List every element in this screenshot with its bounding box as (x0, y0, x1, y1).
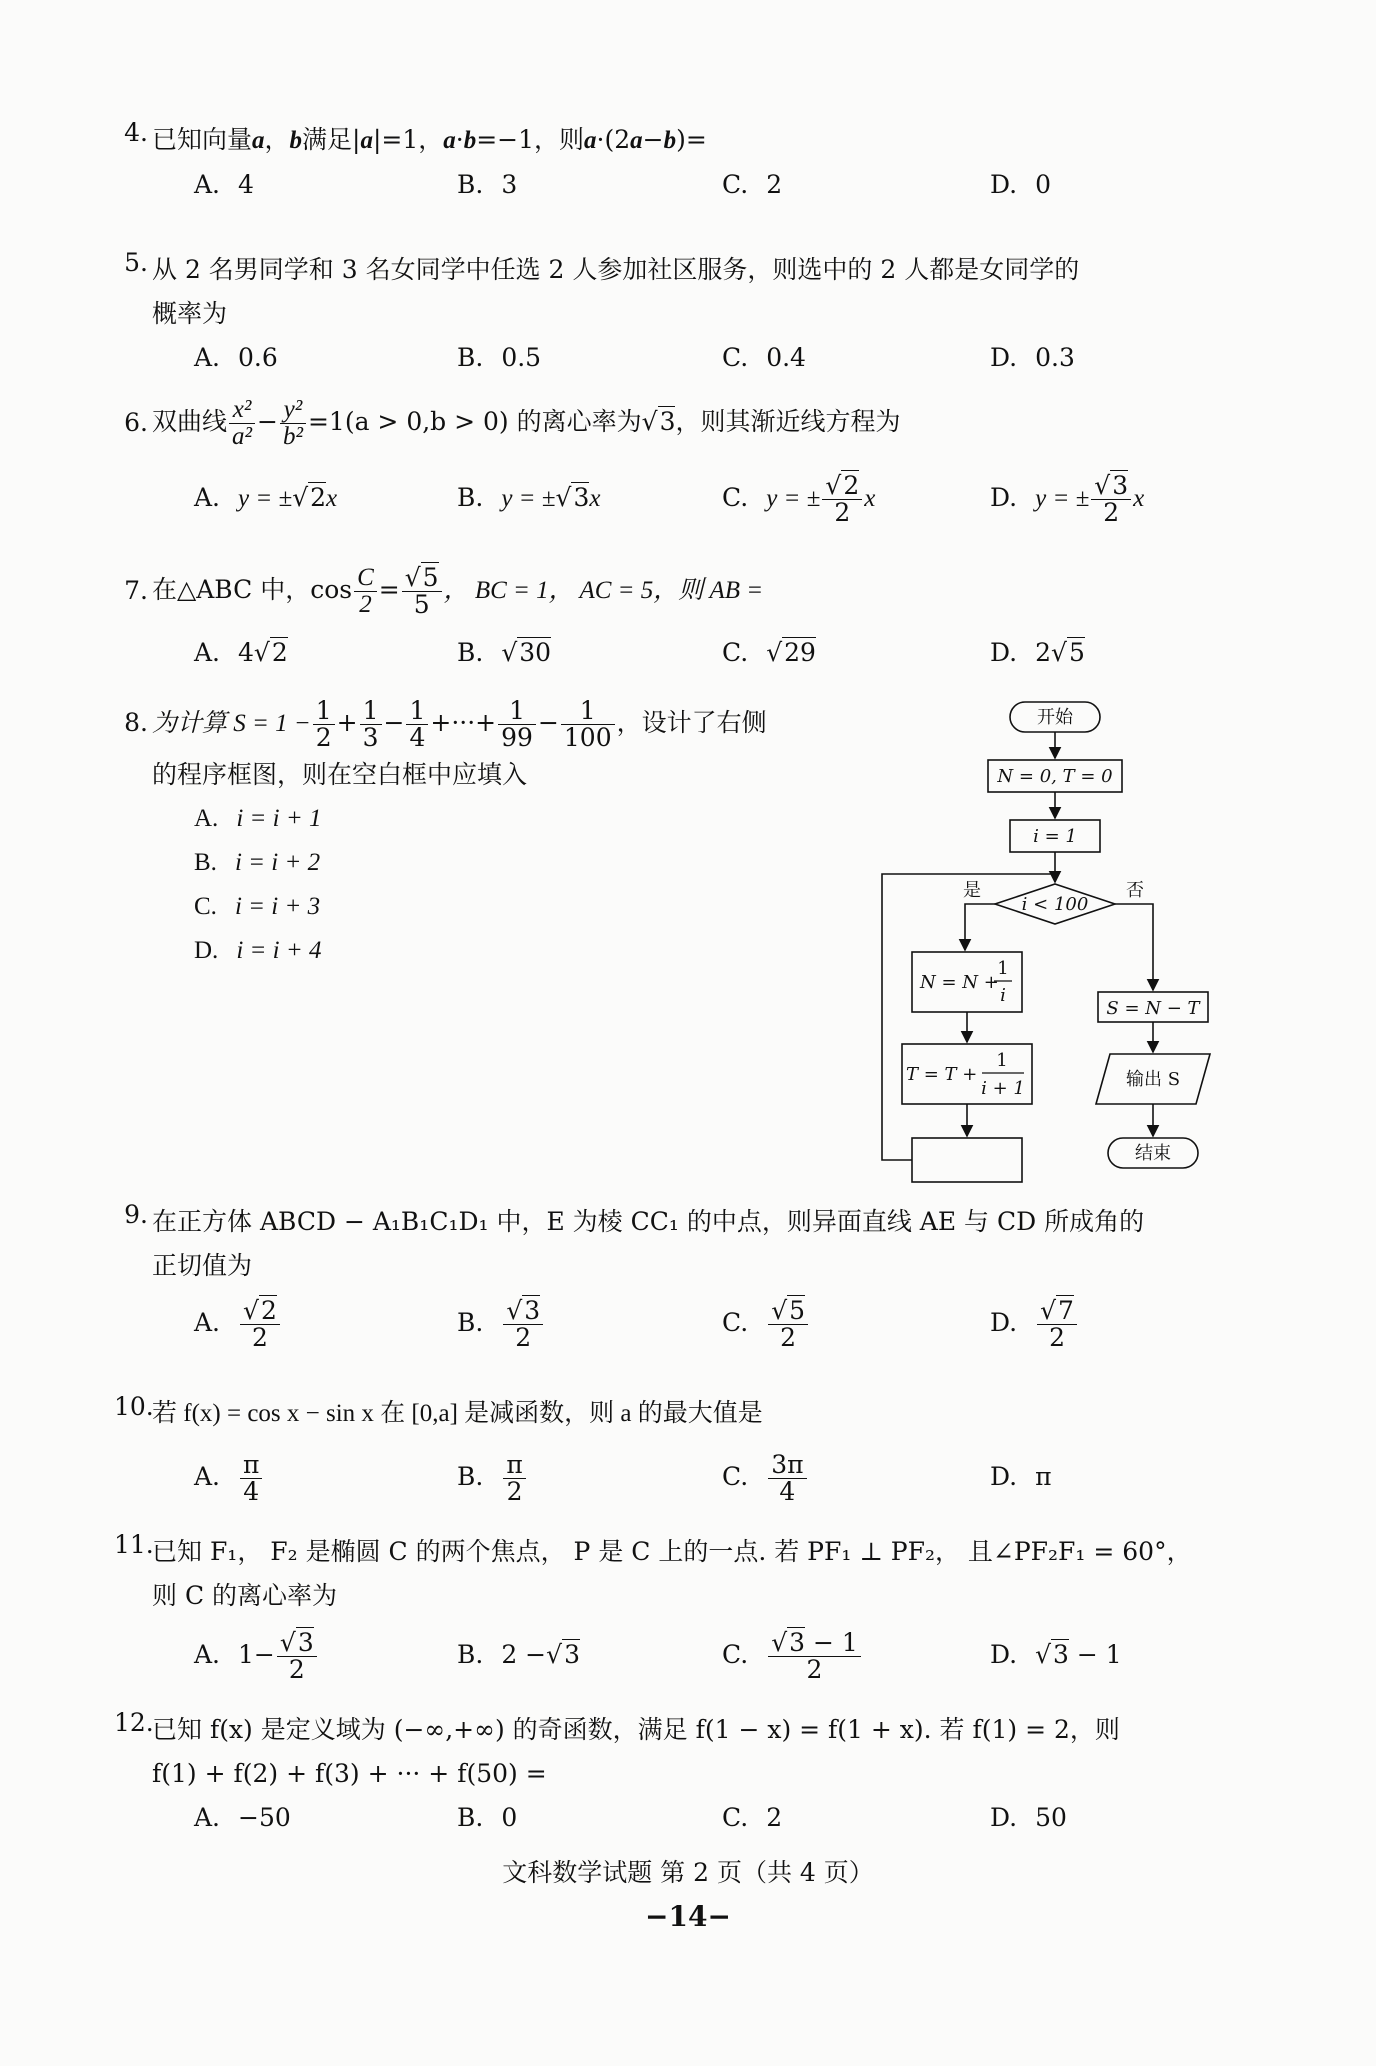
option-b[interactable]: B. 0 (457, 1803, 518, 1832)
options (152, 1618, 1252, 1692)
question-number: 5. (124, 248, 148, 277)
question-11 (114, 1530, 1252, 1692)
question-stem-line2: 正切值为 (152, 1251, 253, 1280)
flow-result-label: S = N − T (1106, 998, 1200, 1019)
option-d[interactable]: D. $\frac{√7}{2}$ (990, 1288, 1079, 1358)
option-a[interactable]: A. 1− $\frac{√3}{2}$ (194, 1618, 319, 1692)
question-number: 9. (124, 1200, 148, 1229)
option-d[interactable]: D. y = ± $\frac{√3}{2}$ x (990, 471, 1145, 527)
question-number: 11. (114, 1530, 154, 1559)
option-d[interactable]: D. 0 (990, 170, 1052, 199)
option-c[interactable]: C. y = ± $\frac{√2}{2}$ x (722, 471, 876, 527)
option-c[interactable]: C. √29 (722, 638, 816, 667)
question-number: 4. (124, 118, 148, 147)
question-number: 12. (114, 1708, 154, 1737)
option-a[interactable]: A. i = i + 1 (194, 805, 322, 832)
option-c[interactable]: C. $\frac{√5}{2}$ (722, 1288, 810, 1358)
option-a[interactable]: A. 0.6 (194, 343, 278, 372)
option-b[interactable]: B. 0.5 (457, 343, 542, 372)
question-stem-line1: 从 2 名男同学和 3 名女同学中任选 2 人参加社区服务，则选中的 2 人都是女同学的 (152, 255, 1080, 284)
question-stem: 在△ABC 中，cos $\frac{C}{2}$ = $\frac{√5}{5}$ ， BC = 1， AC = 5，则 AB = (152, 563, 764, 619)
question-9 (124, 1200, 1252, 1358)
options (152, 1796, 1252, 1840)
question-stem-line1: 在正方体 ABCD − A₁B₁C₁D₁ 中，E 为棱 CC₁ 的中点，则异面直线 AE 与 CD 所成角的 (152, 1207, 1145, 1236)
option-a[interactable]: A. $\frac{\pi}{4}$ (194, 1442, 264, 1512)
flow-init-label: N = 0, T = 0 (997, 766, 1113, 787)
option-d[interactable]: D. π (990, 1462, 1052, 1491)
question-number: 10. (114, 1392, 154, 1421)
options (152, 1442, 1252, 1512)
flow-step-t-den: i + 1 (981, 1078, 1025, 1099)
options (152, 1288, 1252, 1358)
question-stem-line1: 已知 f(x) 是定义域为 (−∞,+∞) 的奇函数，满足 f(1 − x) = f(1 + x). 若 f(1) = 2，则 (152, 1715, 1120, 1744)
question-number: 7. (124, 576, 148, 605)
question-stem-line2: f(1) + f(2) + f(3) + ··· + f(50) = (152, 1759, 547, 1788)
question-7 (124, 560, 1252, 675)
question-stem: 若 f(x) = cos x − sin x 在 [0,a] 是减函数，则 a 的最大值是 (152, 1400, 763, 1427)
option-b[interactable]: B. $\frac{\pi}{2}$ (457, 1442, 528, 1512)
option-c[interactable]: C. 2 (722, 1803, 783, 1832)
flow-output-label: 输出 S (1125, 1069, 1181, 1090)
options (152, 336, 1252, 380)
options (152, 163, 1252, 207)
options (152, 631, 1252, 675)
option-a[interactable]: A. 4√2 (194, 638, 288, 667)
flow-blank-box (912, 1138, 1022, 1182)
option-a[interactable]: A. −50 (194, 1803, 291, 1832)
flow-step-t-label: T = T + (906, 1064, 978, 1085)
option-b[interactable]: B. 2 −√3 (457, 1640, 580, 1669)
option-a[interactable]: A. 4 (194, 170, 254, 199)
question-number: 6. (124, 408, 148, 437)
question-5 (124, 248, 1252, 380)
flow-step-n-num: 1 (997, 958, 1009, 979)
option-a[interactable]: A. y = ±√2x (194, 483, 338, 512)
option-c[interactable]: C. $\frac{√3 - 1}{2}$ (722, 1618, 863, 1692)
question-stem-line2: 则 C 的离心率为 (152, 1581, 338, 1610)
question-stem-line2: 的程序框图，则在空白框中应填入 (152, 760, 528, 789)
question-6 (124, 392, 1252, 534)
options (152, 797, 872, 973)
flow-step-n-den: i (1000, 985, 1006, 1006)
question-12 (114, 1708, 1252, 1840)
question-stem: 为计算 S = 1 − $\frac{1}{2}$ + $\frac{1}{3}$ − $\frac{1}{4}$ +···+ $\frac{1}{99}$ − $\frac{1}{100}$ ，设计了右侧 (152, 696, 767, 752)
flow-step-t-num: 1 (996, 1050, 1008, 1071)
flow-init-i-label: i = 1 (1033, 826, 1077, 847)
question-4 (124, 118, 1252, 207)
flow-step-n-label: N = N + (920, 972, 999, 993)
option-b[interactable]: B. 3 (457, 170, 518, 199)
option-c[interactable]: C. $\frac{3\pi}{4}$ (722, 1442, 809, 1512)
question-stem-line1: 已知 F₁， F₂ 是椭圆 C 的两个焦点， P 是 C 上的一点. 若 PF₁ ⊥ PF₂， 且∠PF₂F₁ = 60°， (152, 1537, 1192, 1566)
question-8 (124, 694, 872, 973)
flow-no-label: 否 (1126, 880, 1144, 901)
flow-cond-label: i < 100 (1021, 894, 1089, 915)
options (152, 462, 1252, 534)
question-stem: 双曲线 $\frac{\text{x²}}{\text{a²}}$ − $\frac{\text{y²}}{\text{b²}}$ =1(a > 0,b > 0) 的离心率为√3，则其渐近线方程为 (152, 396, 901, 450)
question-10 (114, 1392, 1252, 1512)
question-stem-line2: 概率为 (152, 299, 228, 328)
question-number: 8. (124, 708, 148, 737)
option-b[interactable]: B. √30 (457, 638, 552, 667)
question-stem: 已知向量a，b满足|a|=1，a·b=−1，则a·(2a−b)= (152, 125, 707, 154)
option-d[interactable]: D. 2√5 (990, 638, 1085, 667)
option-d[interactable]: D. 50 (990, 1803, 1067, 1832)
option-b[interactable]: B. y = ±√3x (457, 483, 601, 512)
option-c[interactable]: C. 0.4 (722, 343, 806, 372)
option-d[interactable]: D. 0.3 (990, 343, 1075, 372)
option-a[interactable]: A. $\frac{√2}{2}$ (194, 1288, 282, 1358)
option-c[interactable]: C. i = i + 3 (194, 893, 321, 920)
flow-start-label: 开始 (1037, 707, 1073, 728)
flow-end-label: 结束 (1135, 1143, 1171, 1164)
option-d[interactable]: D. √3 − 1 (990, 1640, 1122, 1669)
option-b[interactable]: B. i = i + 2 (194, 849, 321, 876)
option-b[interactable]: B. $\frac{√3}{2}$ (457, 1288, 545, 1358)
option-c[interactable]: C. 2 (722, 170, 783, 199)
page-footer-title: 文科数学试题 第 2 页（共 4 页） (502, 1858, 874, 1887)
option-d[interactable]: D. i = i + 4 (194, 937, 322, 964)
flow-yes-label: 是 (963, 880, 981, 901)
page-number: −14− (645, 1900, 731, 1933)
program-flowchart (870, 698, 1250, 1188)
